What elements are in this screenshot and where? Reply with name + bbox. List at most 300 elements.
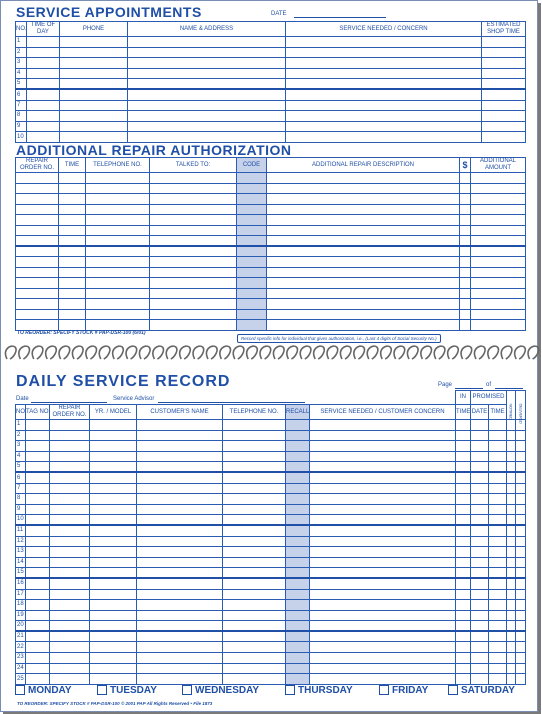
appointment-cell[interactable]	[482, 58, 526, 69]
appointment-cell[interactable]	[128, 47, 286, 58]
daily-cell[interactable]	[90, 631, 137, 642]
appointment-cell[interactable]	[128, 89, 286, 100]
thursday-checkbox[interactable]	[285, 685, 295, 695]
daily-cell[interactable]	[471, 536, 489, 547]
appointment-cell[interactable]	[482, 132, 526, 143]
repair-cell[interactable]	[460, 288, 471, 299]
appointment-row[interactable]	[16, 100, 526, 111]
repair-cell[interactable]	[86, 215, 150, 226]
daily-cell[interactable]	[507, 578, 516, 589]
appointment-cell[interactable]	[60, 89, 128, 100]
repair-cell[interactable]	[460, 194, 471, 205]
repair-cell[interactable]	[471, 173, 526, 184]
daily-cell[interactable]	[516, 589, 526, 600]
daily-cell[interactable]	[516, 483, 526, 494]
daily-cell[interactable]	[50, 547, 90, 558]
daily-cell[interactable]	[223, 621, 286, 632]
appointment-cell[interactable]	[482, 111, 526, 122]
daily-cell[interactable]	[310, 494, 456, 505]
repair-cell[interactable]	[471, 246, 526, 257]
friday-checkbox[interactable]	[379, 685, 389, 695]
daily-cell[interactable]	[507, 515, 516, 526]
appointment-row[interactable]	[16, 37, 526, 48]
daily-cell[interactable]	[137, 515, 223, 526]
recall-cell[interactable]	[286, 515, 310, 526]
repair-row[interactable]	[16, 288, 526, 299]
daily-cell[interactable]	[310, 472, 456, 483]
daily-cell[interactable]	[137, 430, 223, 441]
repair-cell[interactable]	[16, 204, 59, 215]
appointment-cell[interactable]	[60, 132, 128, 143]
daily-cell[interactable]	[456, 653, 471, 664]
repair-cell[interactable]	[267, 183, 460, 194]
daily-cell[interactable]	[90, 451, 137, 462]
daily-cell[interactable]	[310, 674, 456, 685]
repair-cell[interactable]	[460, 204, 471, 215]
daily-cell[interactable]	[507, 536, 516, 547]
repair-cell[interactable]	[59, 236, 86, 247]
daily-record-row[interactable]	[16, 578, 526, 589]
daily-cell[interactable]	[471, 663, 489, 674]
repair-cell[interactable]	[150, 225, 237, 236]
daily-cell[interactable]	[516, 494, 526, 505]
daily-cell[interactable]	[26, 578, 50, 589]
daily-cell[interactable]	[516, 621, 526, 632]
repair-cell[interactable]	[16, 225, 59, 236]
repair-cell[interactable]	[86, 173, 150, 184]
daily-cell[interactable]	[50, 621, 90, 632]
appointment-cell[interactable]	[286, 100, 482, 111]
daily-cell[interactable]	[507, 525, 516, 536]
daily-record-row[interactable]	[16, 663, 526, 674]
daily-cell[interactable]	[137, 504, 223, 515]
daily-cell[interactable]	[489, 430, 507, 441]
daily-cell[interactable]	[137, 525, 223, 536]
repair-cell[interactable]	[150, 267, 237, 278]
daily-cell[interactable]	[137, 441, 223, 452]
appointment-cell[interactable]	[482, 47, 526, 58]
recall-cell[interactable]	[286, 653, 310, 664]
repair-code-cell[interactable]	[237, 267, 267, 278]
daily-cell[interactable]	[50, 589, 90, 600]
daily-cell[interactable]	[507, 504, 516, 515]
appointment-row[interactable]	[16, 132, 526, 143]
repair-cell[interactable]	[460, 320, 471, 331]
recall-cell[interactable]	[286, 504, 310, 515]
appointment-cell[interactable]	[27, 111, 60, 122]
recall-cell[interactable]	[286, 430, 310, 441]
daily-cell[interactable]	[489, 674, 507, 685]
daily-record-row[interactable]	[16, 462, 526, 473]
repair-cell[interactable]	[150, 299, 237, 310]
daily-cell[interactable]	[516, 610, 526, 621]
repair-code-cell[interactable]	[237, 194, 267, 205]
daily-cell[interactable]	[223, 430, 286, 441]
recall-cell[interactable]	[286, 642, 310, 653]
daily-cell[interactable]	[137, 547, 223, 558]
daily-cell[interactable]	[137, 631, 223, 642]
daily-cell[interactable]	[26, 642, 50, 653]
daily-record-row[interactable]	[16, 441, 526, 452]
daily-cell[interactable]	[137, 568, 223, 579]
daily-cell[interactable]	[223, 515, 286, 526]
daily-cell[interactable]	[223, 674, 286, 685]
monday-checkbox[interactable]	[15, 685, 25, 695]
repair-cell[interactable]	[471, 288, 526, 299]
daily-record-row[interactable]	[16, 610, 526, 621]
daily-cell[interactable]	[223, 547, 286, 558]
repair-cell[interactable]	[59, 309, 86, 320]
daily-cell[interactable]	[26, 610, 50, 621]
daily-cell[interactable]	[456, 441, 471, 452]
repair-cell[interactable]	[86, 257, 150, 268]
appointment-cell[interactable]	[286, 79, 482, 90]
recall-cell[interactable]	[286, 568, 310, 579]
daily-cell[interactable]	[26, 430, 50, 441]
daily-cell[interactable]	[516, 441, 526, 452]
daily-cell[interactable]	[310, 621, 456, 632]
daily-cell[interactable]	[310, 568, 456, 579]
appointment-cell[interactable]	[60, 100, 128, 111]
daily-cell[interactable]	[26, 547, 50, 558]
repair-cell[interactable]	[16, 246, 59, 257]
repair-cell[interactable]	[460, 173, 471, 184]
daily-cell[interactable]	[310, 600, 456, 611]
daily-cell[interactable]	[310, 610, 456, 621]
day-friday[interactable]	[379, 685, 428, 696]
appointment-cell[interactable]	[27, 121, 60, 132]
daily-cell[interactable]	[90, 441, 137, 452]
daily-cell[interactable]	[507, 483, 516, 494]
recall-cell[interactable]	[286, 621, 310, 632]
daily-cell[interactable]	[310, 578, 456, 589]
daily-cell[interactable]	[456, 430, 471, 441]
appointment-cell[interactable]	[128, 121, 286, 132]
daily-cell[interactable]	[456, 515, 471, 526]
daily-cell[interactable]	[471, 674, 489, 685]
repair-cell[interactable]	[267, 278, 460, 289]
repair-cell[interactable]	[267, 257, 460, 268]
daily-cell[interactable]	[489, 578, 507, 589]
daily-cell[interactable]	[310, 420, 456, 431]
appointment-cell[interactable]	[128, 37, 286, 48]
daily-cell[interactable]	[137, 600, 223, 611]
daily-cell[interactable]	[310, 483, 456, 494]
repair-cell[interactable]	[267, 194, 460, 205]
repair-cell[interactable]	[460, 299, 471, 310]
repair-cell[interactable]	[471, 320, 526, 331]
repair-cell[interactable]	[150, 194, 237, 205]
daily-cell[interactable]	[516, 462, 526, 473]
appointment-cell[interactable]	[482, 37, 526, 48]
daily-cell[interactable]	[456, 525, 471, 536]
repair-code-cell[interactable]	[237, 320, 267, 331]
repair-cell[interactable]	[267, 173, 460, 184]
repair-row[interactable]	[16, 278, 526, 289]
daily-cell[interactable]	[456, 557, 471, 568]
repair-cell[interactable]	[460, 309, 471, 320]
daily-cell[interactable]	[90, 663, 137, 674]
appointment-cell[interactable]	[286, 132, 482, 143]
daily-cell[interactable]	[507, 557, 516, 568]
daily-cell[interactable]	[507, 430, 516, 441]
repair-code-cell[interactable]	[237, 225, 267, 236]
daily-cell[interactable]	[516, 536, 526, 547]
repair-row[interactable]	[16, 267, 526, 278]
page-number-field[interactable]	[455, 388, 483, 389]
daily-cell[interactable]	[456, 451, 471, 462]
appointment-row[interactable]	[16, 111, 526, 122]
daily-cell[interactable]	[223, 557, 286, 568]
repair-row[interactable]	[16, 204, 526, 215]
repair-cell[interactable]	[267, 236, 460, 247]
appointment-cell[interactable]	[27, 132, 60, 143]
daily-cell[interactable]	[223, 610, 286, 621]
appointment-cell[interactable]	[482, 100, 526, 111]
daily-cell[interactable]	[456, 600, 471, 611]
repair-cell[interactable]	[16, 320, 59, 331]
daily-record-row[interactable]	[16, 674, 526, 685]
daily-cell[interactable]	[516, 568, 526, 579]
appointment-cell[interactable]	[27, 89, 60, 100]
daily-cell[interactable]	[489, 653, 507, 664]
repair-cell[interactable]	[59, 204, 86, 215]
daily-cell[interactable]	[456, 547, 471, 558]
appointment-cell[interactable]	[286, 47, 482, 58]
recall-cell[interactable]	[286, 674, 310, 685]
page-total-field[interactable]	[495, 388, 523, 389]
daily-cell[interactable]	[489, 568, 507, 579]
repair-cell[interactable]	[267, 288, 460, 299]
daily-cell[interactable]	[26, 589, 50, 600]
repair-cell[interactable]	[59, 183, 86, 194]
repair-cell[interactable]	[16, 299, 59, 310]
daily-cell[interactable]	[507, 631, 516, 642]
daily-cell[interactable]	[310, 547, 456, 558]
daily-cell[interactable]	[489, 557, 507, 568]
daily-cell[interactable]	[137, 557, 223, 568]
repair-row[interactable]	[16, 225, 526, 236]
daily-cell[interactable]	[310, 430, 456, 441]
appointment-cell[interactable]	[128, 79, 286, 90]
daily-cell[interactable]	[310, 441, 456, 452]
daily-cell[interactable]	[471, 483, 489, 494]
daily-cell[interactable]	[50, 483, 90, 494]
repair-cell[interactable]	[86, 194, 150, 205]
repair-cell[interactable]	[471, 236, 526, 247]
repair-cell[interactable]	[16, 194, 59, 205]
repair-cell[interactable]	[471, 299, 526, 310]
daily-cell[interactable]	[223, 494, 286, 505]
daily-cell[interactable]	[310, 462, 456, 473]
daily-cell[interactable]	[471, 547, 489, 558]
daily-cell[interactable]	[223, 589, 286, 600]
daily-cell[interactable]	[223, 600, 286, 611]
repair-cell[interactable]	[267, 215, 460, 226]
appointment-cell[interactable]	[27, 79, 60, 90]
repair-cell[interactable]	[59, 299, 86, 310]
daily-cell[interactable]	[489, 642, 507, 653]
repair-cell[interactable]	[59, 225, 86, 236]
daily-cell[interactable]	[90, 610, 137, 621]
daily-cell[interactable]	[137, 472, 223, 483]
daily-cell[interactable]	[90, 462, 137, 473]
appointment-row[interactable]	[16, 58, 526, 69]
daily-cell[interactable]	[137, 610, 223, 621]
daily-cell[interactable]	[507, 610, 516, 621]
daily-cell[interactable]	[310, 536, 456, 547]
repair-cell[interactable]	[150, 215, 237, 226]
daily-cell[interactable]	[50, 568, 90, 579]
repair-cell[interactable]	[267, 246, 460, 257]
daily-cell[interactable]	[471, 653, 489, 664]
repair-cell[interactable]	[460, 246, 471, 257]
daily-cell[interactable]	[489, 420, 507, 431]
repair-cell[interactable]	[86, 309, 150, 320]
appointment-cell[interactable]	[128, 132, 286, 143]
daily-cell[interactable]	[489, 663, 507, 674]
appointment-cell[interactable]	[60, 58, 128, 69]
appointment-cell[interactable]	[27, 68, 60, 79]
repair-row[interactable]	[16, 236, 526, 247]
daily-record-row[interactable]	[16, 504, 526, 515]
daily-cell[interactable]	[456, 578, 471, 589]
daily-cell[interactable]	[489, 610, 507, 621]
daily-cell[interactable]	[223, 472, 286, 483]
daily-cell[interactable]	[90, 472, 137, 483]
appointment-row[interactable]	[16, 121, 526, 132]
daily-record-row[interactable]	[16, 600, 526, 611]
repair-cell[interactable]	[150, 309, 237, 320]
daily-record-row[interactable]	[16, 451, 526, 462]
daily-cell[interactable]	[489, 631, 507, 642]
appointment-cell[interactable]	[60, 111, 128, 122]
recall-cell[interactable]	[286, 451, 310, 462]
repair-row[interactable]	[16, 320, 526, 331]
daily-cell[interactable]	[310, 451, 456, 462]
daily-cell[interactable]	[26, 462, 50, 473]
repair-cell[interactable]	[59, 215, 86, 226]
appointment-cell[interactable]	[286, 58, 482, 69]
repair-cell[interactable]	[460, 236, 471, 247]
daily-cell[interactable]	[489, 547, 507, 558]
appointment-row[interactable]	[16, 47, 526, 58]
daily-cell[interactable]	[489, 515, 507, 526]
daily-cell[interactable]	[137, 621, 223, 632]
daily-cell[interactable]	[310, 525, 456, 536]
daily-record-row[interactable]	[16, 430, 526, 441]
daily-cell[interactable]	[507, 420, 516, 431]
repair-code-cell[interactable]	[237, 246, 267, 257]
repair-cell[interactable]	[86, 204, 150, 215]
daily-cell[interactable]	[26, 600, 50, 611]
daily-record-row[interactable]	[16, 420, 526, 431]
repair-cell[interactable]	[86, 320, 150, 331]
daily-record-row[interactable]	[16, 472, 526, 483]
repair-cell[interactable]	[267, 320, 460, 331]
repair-cell[interactable]	[86, 299, 150, 310]
daily-cell[interactable]	[90, 642, 137, 653]
daily-cell[interactable]	[50, 504, 90, 515]
appointment-cell[interactable]	[482, 68, 526, 79]
daily-cell[interactable]	[507, 494, 516, 505]
daily-cell[interactable]	[223, 536, 286, 547]
daily-record-row[interactable]	[16, 621, 526, 632]
daily-cell[interactable]	[26, 674, 50, 685]
repair-row[interactable]	[16, 194, 526, 205]
daily-cell[interactable]	[507, 674, 516, 685]
repair-cell[interactable]	[16, 173, 59, 184]
repair-cell[interactable]	[267, 267, 460, 278]
daily-cell[interactable]	[456, 494, 471, 505]
daily-cell[interactable]	[310, 557, 456, 568]
daily-cell[interactable]	[310, 642, 456, 653]
repair-cell[interactable]	[59, 278, 86, 289]
recall-cell[interactable]	[286, 589, 310, 600]
daily-record-row[interactable]	[16, 515, 526, 526]
daily-cell[interactable]	[516, 557, 526, 568]
repair-cell[interactable]	[59, 246, 86, 257]
daily-cell[interactable]	[516, 600, 526, 611]
appointment-cell[interactable]	[60, 37, 128, 48]
daily-cell[interactable]	[456, 621, 471, 632]
daily-cell[interactable]	[516, 451, 526, 462]
appointment-cell[interactable]	[128, 100, 286, 111]
appointment-cell[interactable]	[482, 121, 526, 132]
daily-record-row[interactable]	[16, 642, 526, 653]
daily-cell[interactable]	[26, 504, 50, 515]
daily-cell[interactable]	[50, 600, 90, 611]
daily-cell[interactable]	[223, 504, 286, 515]
daily-cell[interactable]	[471, 610, 489, 621]
repair-cell[interactable]	[59, 320, 86, 331]
daily-cell[interactable]	[90, 568, 137, 579]
daily-record-row[interactable]	[16, 557, 526, 568]
daily-cell[interactable]	[471, 589, 489, 600]
daily-cell[interactable]	[50, 441, 90, 452]
daily-record-row[interactable]	[16, 525, 526, 536]
recall-cell[interactable]	[286, 610, 310, 621]
repair-cell[interactable]	[16, 309, 59, 320]
daily-cell[interactable]	[50, 653, 90, 664]
daily-cell[interactable]	[516, 547, 526, 558]
daily-cell[interactable]	[489, 589, 507, 600]
daily-cell[interactable]	[507, 441, 516, 452]
daily-cell[interactable]	[50, 472, 90, 483]
daily-cell[interactable]	[516, 472, 526, 483]
daily-cell[interactable]	[50, 462, 90, 473]
tuesday-checkbox[interactable]	[97, 685, 107, 695]
repair-code-cell[interactable]	[237, 257, 267, 268]
daily-cell[interactable]	[137, 663, 223, 674]
daily-cell[interactable]	[507, 568, 516, 579]
appointment-cell[interactable]	[482, 89, 526, 100]
daily-record-row[interactable]	[16, 653, 526, 664]
daily-cell[interactable]	[456, 610, 471, 621]
daily-cell[interactable]	[90, 430, 137, 441]
daily-cell[interactable]	[507, 642, 516, 653]
daily-cell[interactable]	[137, 483, 223, 494]
daily-cell[interactable]	[456, 504, 471, 515]
daily-record-row[interactable]	[16, 494, 526, 505]
daily-cell[interactable]	[26, 536, 50, 547]
daily-cell[interactable]	[90, 674, 137, 685]
repair-cell[interactable]	[471, 309, 526, 320]
day-tuesday[interactable]	[97, 685, 157, 696]
recall-cell[interactable]	[286, 483, 310, 494]
daily-cell[interactable]	[223, 462, 286, 473]
daily-cell[interactable]	[489, 536, 507, 547]
